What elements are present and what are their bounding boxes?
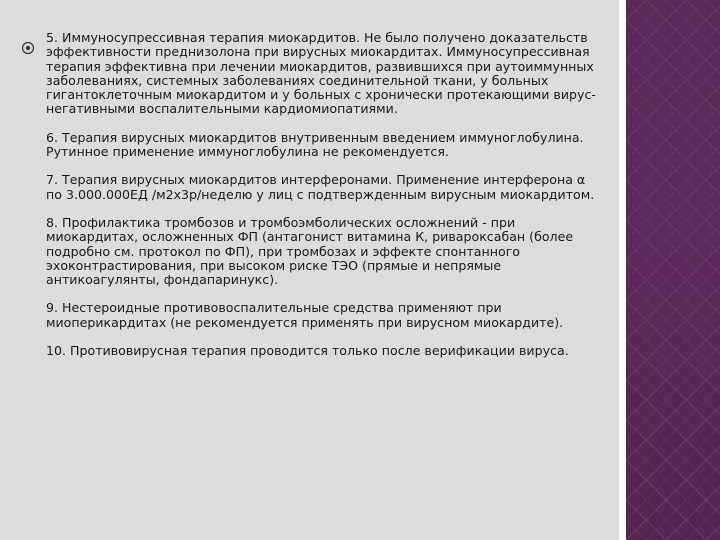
circle-bullet-icon [21,41,35,55]
paragraph-immunoglobulin-therapy: 6. Терапия вирусных миокардитов внутривенным введением иммуноглобулина. Рутинное применение иммуноглобулина не рекомендуется. [46,129,584,160]
diamond-pattern [626,0,720,540]
paragraph-thrombosis-prophylaxis: 8. Профилактика тромбозов и тромбоэмболических осложнений - при миокардитах, осложненных ФП (антагонист витамина К, ривароксабан (более подробно см. протокол по ФП), при тромбозах и эффекте спонтанного эхоконтрастирования, при высоком риске ТЭО (прямые и непрямые антикоагулянты, фондапаринукс). [46,214,574,288]
paragraph-immunosuppressive-therapy: 5. Иммуносупрессивная терапия миокардитов. Не было получено доказательств эффективности преднизолона при вирусных миокардитах. Иммуносупрессивная терапия эффективна при лечении миокардитов, развившихся при аутоиммунных заболеваниях, системных заболеваниях соединительной ткани, у больных гигантоклеточным миокардитом и у больных с хронически протекающими вирус-негативными воспалительными кардиомиопатиями. [46,30,596,117]
slide-body [46,31,602,358]
decorative-side-band [626,0,720,540]
paragraph-antiviral-therapy: 10. Противовирусная терапия проводится только после верификации вируса. [46,343,569,359]
paragraph-interferon-therapy: 7. Терапия вирусных миокардитов интерферонами. Применение интерферона α по 3.000.000ЕД /м2х3р/неделю у лиц с подтвержденным вирусным миокардитом. [46,172,595,202]
paragraph-nsaids: 9. Нестероидные противовоспалительные средства применяют при миоперикардитах (не рекомендуется применять при вирусном миокардите). [46,300,564,330]
